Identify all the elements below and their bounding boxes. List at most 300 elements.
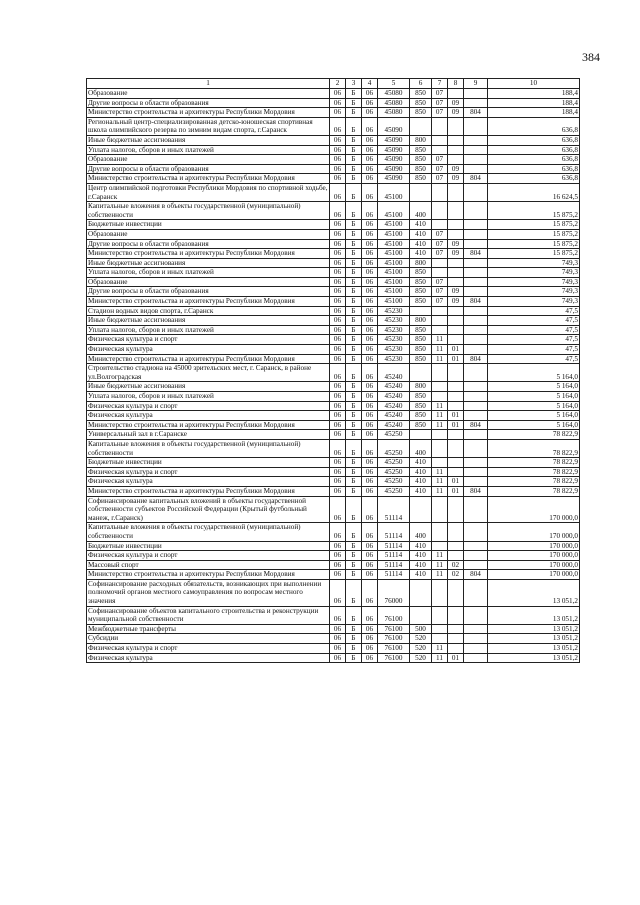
row-name-cell: Министерство строительства и архитектуры Республики Мордовия: [87, 486, 330, 496]
row-code-cell: 410: [410, 467, 432, 477]
row-code-cell: 45230: [378, 345, 410, 355]
row-code-cell: 51114: [378, 560, 410, 570]
row-code-cell: 850: [410, 287, 432, 297]
table-row: [87, 287, 580, 297]
row-code-cell: 07: [432, 287, 448, 297]
row-code-cell: [464, 411, 488, 421]
row-amount-cell: 13 051,2: [488, 653, 580, 663]
table-row: [87, 458, 580, 468]
row-name-cell: Образование: [87, 89, 330, 99]
row-name-cell: Уплата налогов, сборов и иных платежей: [87, 268, 330, 278]
row-code-cell: [464, 467, 488, 477]
row-code-cell: 400: [410, 202, 432, 220]
row-code-cell: Б: [346, 297, 362, 307]
row-code-cell: 06: [362, 496, 378, 523]
row-code-cell: [464, 98, 488, 108]
row-code-cell: 400: [410, 523, 432, 541]
row-code-cell: 06: [362, 258, 378, 268]
header-cell: 3: [346, 79, 362, 89]
table-row: [87, 220, 580, 230]
row-code-cell: 06: [330, 202, 346, 220]
row-amount-cell: 47,5: [488, 335, 580, 345]
row-code-cell: 800: [410, 135, 432, 145]
row-code-cell: [464, 325, 488, 335]
table-row: [87, 392, 580, 402]
row-code-cell: [464, 560, 488, 570]
row-name-cell: Другие вопросы в области образования: [87, 98, 330, 108]
row-code-cell: Б: [346, 382, 362, 392]
row-code-cell: 06: [330, 430, 346, 440]
row-name-cell: Капитальные вложения в объекты государственной (муниципальной) собственности: [87, 523, 330, 541]
row-code-cell: 06: [362, 411, 378, 421]
row-code-cell: 850: [410, 98, 432, 108]
row-code-cell: 09: [448, 164, 464, 174]
row-name-cell: Софинансирование объектов капитального строительства и реконструкции муниципальной собственности: [87, 606, 330, 624]
row-code-cell: 850: [410, 392, 432, 402]
row-code-cell: Б: [346, 644, 362, 654]
row-amount-cell: 78 822,9: [488, 458, 580, 468]
row-amount-cell: 78 822,9: [488, 486, 580, 496]
row-code-cell: 45240: [378, 411, 410, 421]
row-code-cell: [410, 496, 432, 523]
table-row: [87, 644, 580, 654]
table-row: [87, 164, 580, 174]
row-code-cell: Б: [346, 335, 362, 345]
row-code-cell: Б: [346, 277, 362, 287]
row-name-cell: Образование: [87, 229, 330, 239]
row-amount-cell: 5 164,0: [488, 392, 580, 402]
table-row: [87, 634, 580, 644]
row-code-cell: Б: [346, 364, 362, 382]
row-code-cell: 01: [448, 653, 464, 663]
row-code-cell: [448, 183, 464, 201]
row-code-cell: [448, 364, 464, 382]
row-code-cell: 51114: [378, 541, 410, 551]
row-code-cell: [464, 220, 488, 230]
row-code-cell: 410: [410, 541, 432, 551]
row-code-cell: 06: [330, 458, 346, 468]
row-code-cell: [448, 382, 464, 392]
row-code-cell: [464, 155, 488, 165]
row-code-cell: 09: [448, 239, 464, 249]
row-code-cell: 06: [362, 653, 378, 663]
row-code-cell: 01: [448, 420, 464, 430]
row-code-cell: [432, 325, 448, 335]
row-code-cell: 09: [448, 297, 464, 307]
table-row: [87, 183, 580, 201]
row-code-cell: Б: [346, 354, 362, 364]
row-code-cell: 06: [362, 89, 378, 99]
row-amount-cell: 16 624,5: [488, 183, 580, 201]
row-name-cell: Массовый спорт: [87, 560, 330, 570]
row-name-cell: Другие вопросы в области образования: [87, 287, 330, 297]
table-row: [87, 155, 580, 165]
row-code-cell: [448, 220, 464, 230]
row-amount-cell: 47,5: [488, 354, 580, 364]
row-code-cell: Б: [346, 411, 362, 421]
row-code-cell: 06: [330, 239, 346, 249]
row-amount-cell: 636,8: [488, 164, 580, 174]
row-code-cell: 06: [330, 98, 346, 108]
row-code-cell: 45230: [378, 316, 410, 326]
row-code-cell: 06: [330, 316, 346, 326]
row-code-cell: 804: [464, 108, 488, 118]
row-code-cell: [464, 229, 488, 239]
row-code-cell: [432, 220, 448, 230]
row-code-cell: Б: [346, 145, 362, 155]
row-code-cell: [464, 258, 488, 268]
row-code-cell: 850: [410, 268, 432, 278]
row-code-cell: 06: [330, 268, 346, 278]
row-code-cell: 01: [448, 345, 464, 355]
row-code-cell: Б: [346, 579, 362, 606]
row-amount-cell: 636,8: [488, 155, 580, 165]
row-code-cell: 07: [432, 98, 448, 108]
table-row: [87, 268, 580, 278]
row-code-cell: [448, 229, 464, 239]
row-code-cell: [464, 551, 488, 561]
row-code-cell: 06: [362, 392, 378, 402]
table-row: [87, 653, 580, 663]
row-code-cell: 06: [362, 229, 378, 239]
row-code-cell: [432, 316, 448, 326]
row-code-cell: 804: [464, 420, 488, 430]
row-code-cell: [448, 634, 464, 644]
row-code-cell: 06: [362, 135, 378, 145]
row-code-cell: 06: [362, 316, 378, 326]
row-code-cell: Б: [346, 183, 362, 201]
row-code-cell: [464, 606, 488, 624]
row-code-cell: 06: [362, 430, 378, 440]
table-row: [87, 430, 580, 440]
row-amount-cell: 47,5: [488, 316, 580, 326]
row-code-cell: 06: [330, 89, 346, 99]
row-code-cell: Б: [346, 634, 362, 644]
row-code-cell: Б: [346, 316, 362, 326]
row-code-cell: 45100: [378, 258, 410, 268]
row-code-cell: Б: [346, 560, 362, 570]
row-code-cell: [432, 135, 448, 145]
row-code-cell: [432, 634, 448, 644]
row-code-cell: 06: [362, 551, 378, 561]
row-code-cell: 11: [432, 401, 448, 411]
row-code-cell: 07: [432, 249, 448, 259]
row-code-cell: 850: [410, 325, 432, 335]
row-code-cell: [432, 496, 448, 523]
row-code-cell: 850: [410, 297, 432, 307]
table-row: [87, 411, 580, 421]
row-code-cell: 06: [362, 644, 378, 654]
row-code-cell: 01: [448, 486, 464, 496]
row-name-cell: Уплата налогов, сборов и иных платежей: [87, 392, 330, 402]
row-code-cell: Б: [346, 306, 362, 316]
row-amount-cell: 188,4: [488, 98, 580, 108]
row-name-cell: Иные бюджетные ассигнования: [87, 316, 330, 326]
row-code-cell: [410, 606, 432, 624]
row-code-cell: [448, 467, 464, 477]
row-code-cell: 06: [330, 634, 346, 644]
row-name-cell: Бюджетные инвестиции: [87, 541, 330, 551]
row-amount-cell: 188,4: [488, 108, 580, 118]
row-code-cell: [448, 258, 464, 268]
table-row: [87, 89, 580, 99]
table-row: [87, 486, 580, 496]
row-name-cell: Министерство строительства и архитектуры Республики Мордовия: [87, 108, 330, 118]
row-code-cell: Б: [346, 202, 362, 220]
row-code-cell: 410: [410, 220, 432, 230]
row-code-cell: 07: [432, 164, 448, 174]
table-body: [87, 89, 580, 663]
row-code-cell: 11: [432, 486, 448, 496]
row-code-cell: 06: [330, 579, 346, 606]
row-code-cell: 09: [448, 108, 464, 118]
row-code-cell: 11: [432, 477, 448, 487]
row-code-cell: 06: [362, 354, 378, 364]
row-code-cell: 06: [330, 541, 346, 551]
table-row: [87, 551, 580, 561]
row-code-cell: 06: [330, 382, 346, 392]
row-code-cell: [432, 541, 448, 551]
row-code-cell: [448, 268, 464, 278]
row-code-cell: 11: [432, 335, 448, 345]
row-code-cell: [448, 277, 464, 287]
row-code-cell: 06: [362, 287, 378, 297]
row-amount-cell: 5 164,0: [488, 411, 580, 421]
row-code-cell: 06: [362, 108, 378, 118]
row-code-cell: [464, 439, 488, 457]
row-code-cell: [464, 523, 488, 541]
row-code-cell: 850: [410, 345, 432, 355]
row-code-cell: [432, 458, 448, 468]
row-code-cell: [464, 496, 488, 523]
row-code-cell: 76100: [378, 634, 410, 644]
table-row: [87, 560, 580, 570]
row-code-cell: 06: [362, 439, 378, 457]
row-code-cell: [432, 606, 448, 624]
row-amount-cell: 749,3: [488, 277, 580, 287]
row-code-cell: 410: [410, 560, 432, 570]
row-name-cell: Физическая культура: [87, 411, 330, 421]
row-code-cell: [448, 439, 464, 457]
row-code-cell: [464, 306, 488, 316]
row-code-cell: [464, 382, 488, 392]
row-code-cell: [432, 382, 448, 392]
row-code-cell: [464, 364, 488, 382]
row-code-cell: 45250: [378, 477, 410, 487]
row-code-cell: 09: [448, 174, 464, 184]
table-row: [87, 229, 580, 239]
row-code-cell: 06: [330, 560, 346, 570]
row-code-cell: Б: [346, 108, 362, 118]
table-row: [87, 420, 580, 430]
row-name-cell: Другие вопросы в области образования: [87, 164, 330, 174]
row-code-cell: 06: [362, 345, 378, 355]
row-code-cell: 06: [362, 174, 378, 184]
row-code-cell: 07: [432, 277, 448, 287]
row-amount-cell: 13 051,2: [488, 606, 580, 624]
row-code-cell: 06: [362, 164, 378, 174]
row-code-cell: 06: [330, 335, 346, 345]
row-code-cell: [448, 579, 464, 606]
row-code-cell: Б: [346, 486, 362, 496]
row-code-cell: 410: [410, 249, 432, 259]
row-code-cell: Б: [346, 430, 362, 440]
row-code-cell: Б: [346, 249, 362, 259]
row-code-cell: Б: [346, 439, 362, 457]
row-code-cell: 07: [432, 297, 448, 307]
row-code-cell: [432, 579, 448, 606]
table-row: [87, 496, 580, 523]
row-code-cell: 06: [330, 174, 346, 184]
row-code-cell: 06: [362, 624, 378, 634]
row-code-cell: 07: [432, 174, 448, 184]
row-code-cell: 45230: [378, 354, 410, 364]
row-code-cell: 06: [330, 624, 346, 634]
row-name-cell: Министерство строительства и архитектуры Республики Мордовия: [87, 249, 330, 259]
row-code-cell: 06: [362, 145, 378, 155]
row-code-cell: 06: [362, 401, 378, 411]
row-code-cell: Б: [346, 624, 362, 634]
row-name-cell: Региональный центр-специализированная детско-юношеская спортивная школа олимпийского резерва по зимним видам спорта, г.Саранск: [87, 117, 330, 135]
row-code-cell: [448, 541, 464, 551]
row-code-cell: 45250: [378, 486, 410, 496]
row-amount-cell: 636,8: [488, 135, 580, 145]
row-code-cell: 850: [410, 145, 432, 155]
table-row: [87, 345, 580, 355]
row-code-cell: 01: [448, 411, 464, 421]
row-amount-cell: 13 051,2: [488, 644, 580, 654]
row-code-cell: [464, 316, 488, 326]
row-code-cell: [448, 606, 464, 624]
row-code-cell: 45100: [378, 277, 410, 287]
table-row: [87, 570, 580, 580]
row-amount-cell: 15 875,2: [488, 249, 580, 259]
row-amount-cell: 170 000,0: [488, 560, 580, 570]
header-cell: 2: [330, 79, 346, 89]
row-amount-cell: 78 822,9: [488, 439, 580, 457]
row-code-cell: [410, 364, 432, 382]
row-name-cell: Иные бюджетные ассигнования: [87, 135, 330, 145]
row-code-cell: 410: [410, 477, 432, 487]
row-code-cell: 06: [362, 382, 378, 392]
row-code-cell: 06: [330, 155, 346, 165]
row-code-cell: 11: [432, 354, 448, 364]
row-code-cell: 76000: [378, 579, 410, 606]
row-code-cell: 51114: [378, 496, 410, 523]
row-name-cell: Министерство строительства и архитектуры Республики Мордовия: [87, 570, 330, 580]
row-code-cell: 06: [330, 570, 346, 580]
row-code-cell: Б: [346, 258, 362, 268]
row-code-cell: 520: [410, 634, 432, 644]
row-code-cell: 07: [432, 108, 448, 118]
row-code-cell: 06: [330, 345, 346, 355]
row-code-cell: [448, 624, 464, 634]
row-code-cell: [464, 634, 488, 644]
row-code-cell: 06: [330, 653, 346, 663]
header-cell: 7: [432, 79, 448, 89]
row-code-cell: 850: [410, 420, 432, 430]
row-name-cell: Строительство стадиона на 45000 зрительских мест, г. Саранск, в районе ул.Волгоградская: [87, 364, 330, 382]
row-code-cell: [448, 401, 464, 411]
row-code-cell: 06: [330, 249, 346, 259]
row-code-cell: 45100: [378, 183, 410, 201]
table-row: [87, 135, 580, 145]
row-amount-cell: 47,5: [488, 345, 580, 355]
table-row: [87, 258, 580, 268]
row-code-cell: 06: [330, 164, 346, 174]
row-code-cell: [464, 202, 488, 220]
row-amount-cell: 170 000,0: [488, 523, 580, 541]
row-code-cell: [464, 430, 488, 440]
row-code-cell: 01: [448, 354, 464, 364]
row-code-cell: [448, 644, 464, 654]
row-code-cell: 06: [362, 325, 378, 335]
row-code-cell: 09: [448, 249, 464, 259]
row-code-cell: Б: [346, 268, 362, 278]
row-code-cell: 09: [448, 287, 464, 297]
table-row: [87, 174, 580, 184]
row-code-cell: [464, 89, 488, 99]
row-code-cell: [432, 258, 448, 268]
row-code-cell: [410, 117, 432, 135]
row-code-cell: 804: [464, 174, 488, 184]
row-code-cell: 06: [330, 287, 346, 297]
row-code-cell: 09: [448, 98, 464, 108]
table-row: [87, 325, 580, 335]
header-cell: 8: [448, 79, 464, 89]
row-code-cell: [448, 202, 464, 220]
row-name-cell: Капитальные вложения в объекты государственной (муниципальной) собственности: [87, 202, 330, 220]
row-name-cell: Министерство строительства и архитектуры Республики Мордовия: [87, 174, 330, 184]
row-code-cell: [464, 644, 488, 654]
row-name-cell: Уплата налогов, сборов и иных платежей: [87, 325, 330, 335]
row-code-cell: [448, 145, 464, 155]
row-code-cell: 11: [432, 653, 448, 663]
row-code-cell: 804: [464, 570, 488, 580]
header-cell: 4: [362, 79, 378, 89]
row-code-cell: 45090: [378, 135, 410, 145]
row-code-cell: 850: [410, 174, 432, 184]
row-code-cell: [432, 523, 448, 541]
row-code-cell: 06: [330, 117, 346, 135]
row-code-cell: 06: [362, 579, 378, 606]
row-code-cell: 11: [432, 570, 448, 580]
table-row: [87, 335, 580, 345]
table-row: [87, 477, 580, 487]
row-code-cell: 11: [432, 551, 448, 561]
row-amount-cell: 5 164,0: [488, 420, 580, 430]
row-code-cell: [410, 430, 432, 440]
row-code-cell: Б: [346, 401, 362, 411]
row-amount-cell: 636,8: [488, 145, 580, 155]
row-code-cell: 410: [410, 239, 432, 249]
row-code-cell: [464, 164, 488, 174]
row-code-cell: 45080: [378, 108, 410, 118]
row-code-cell: 11: [432, 467, 448, 477]
row-name-cell: Бюджетные инвестиции: [87, 458, 330, 468]
row-code-cell: 07: [432, 155, 448, 165]
row-code-cell: 45100: [378, 287, 410, 297]
row-code-cell: 804: [464, 486, 488, 496]
row-code-cell: [464, 335, 488, 345]
row-code-cell: 45250: [378, 467, 410, 477]
row-code-cell: 06: [330, 420, 346, 430]
row-code-cell: 850: [410, 277, 432, 287]
table-row: [87, 382, 580, 392]
row-code-cell: [464, 541, 488, 551]
row-code-cell: 520: [410, 653, 432, 663]
table-row: [87, 277, 580, 287]
